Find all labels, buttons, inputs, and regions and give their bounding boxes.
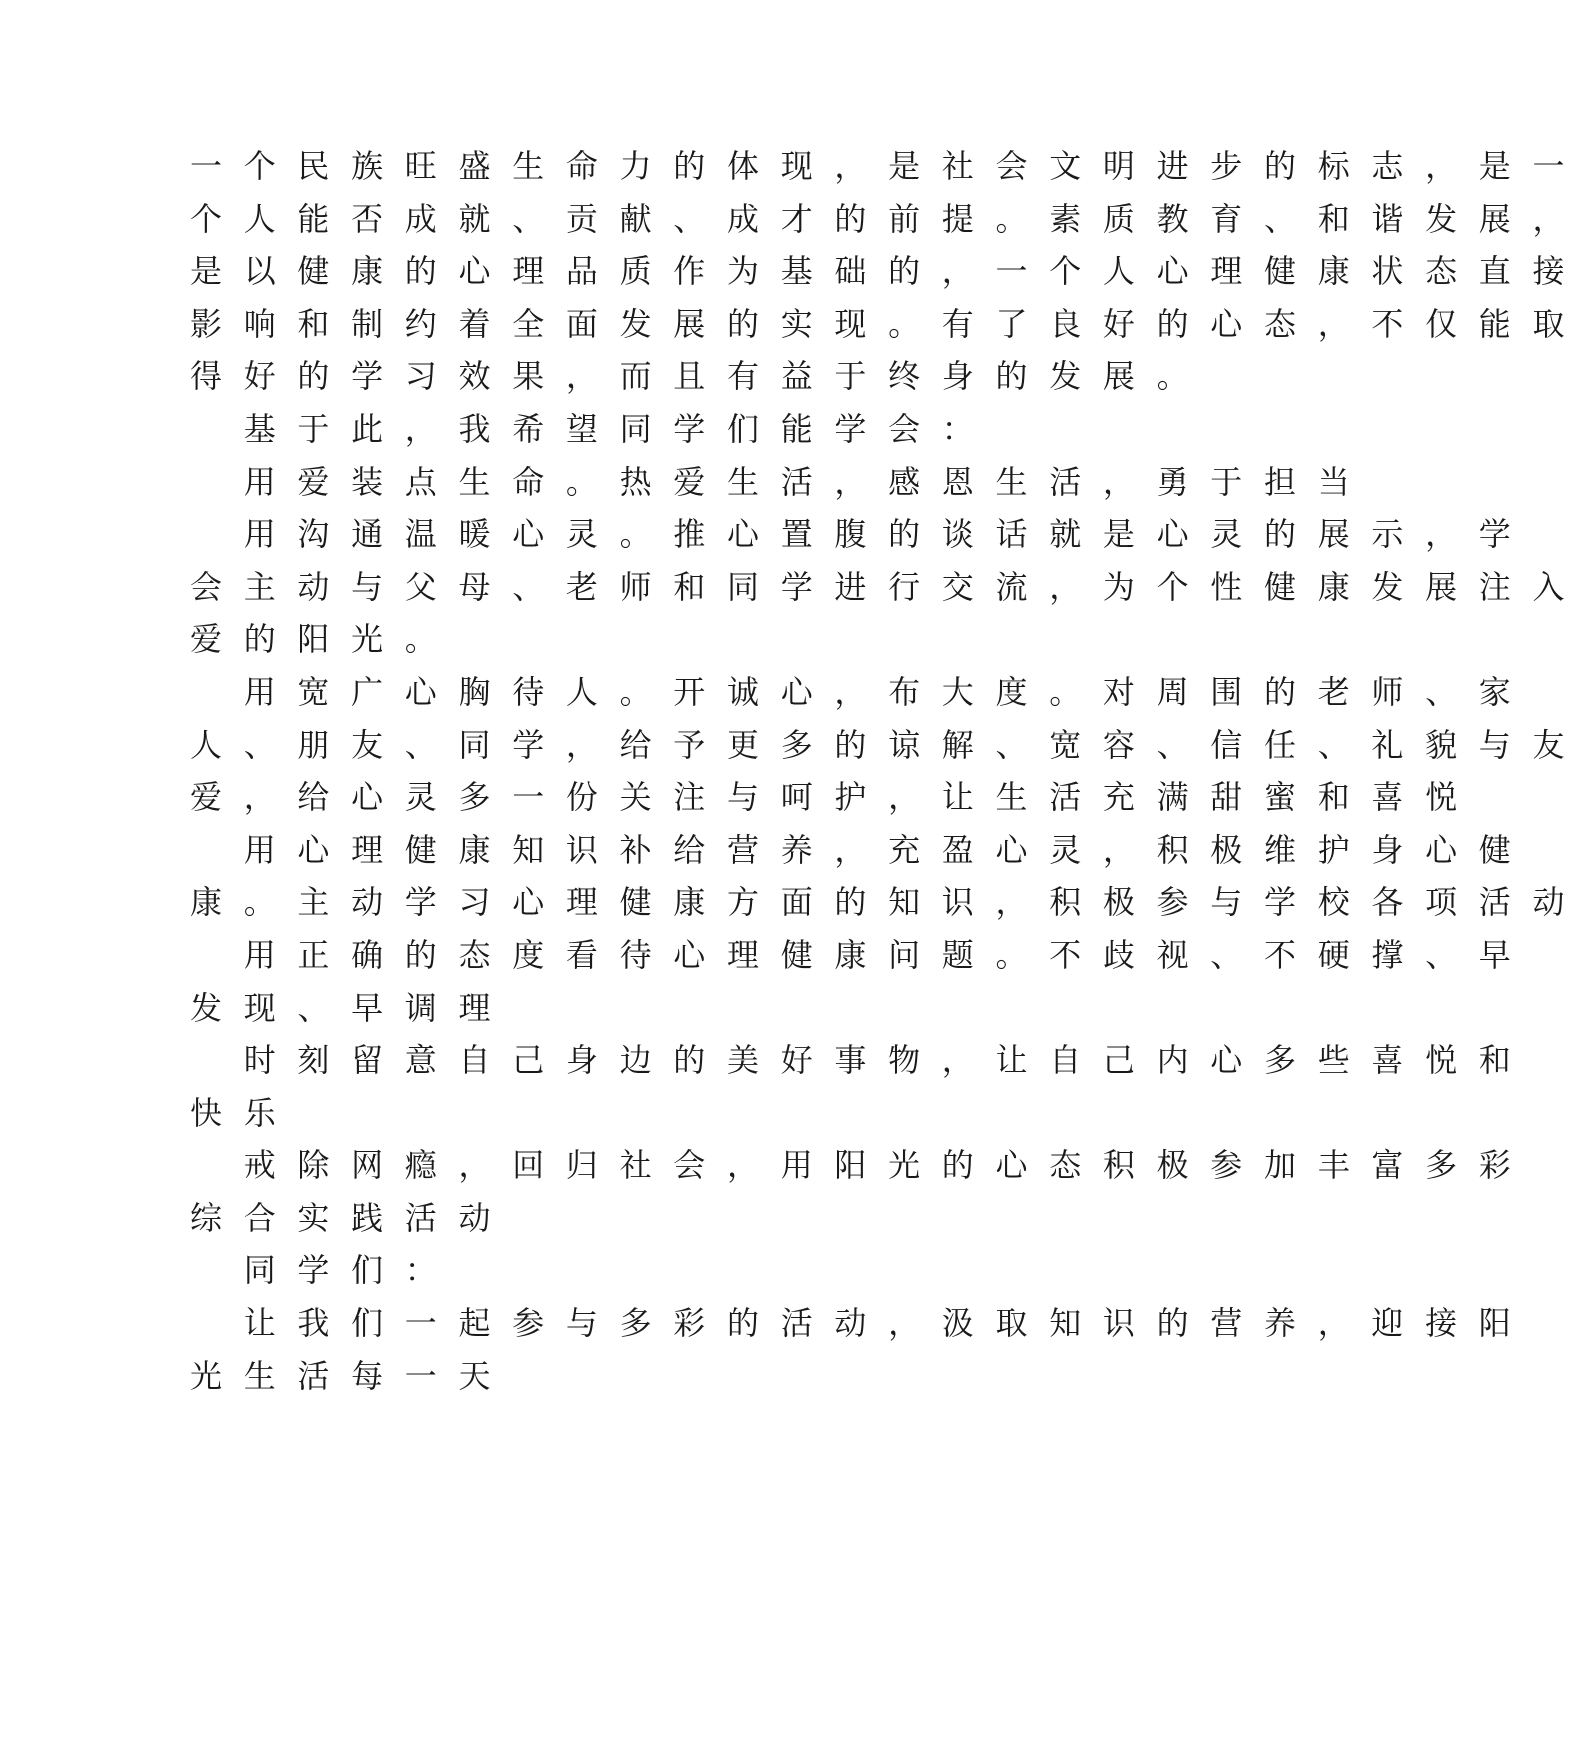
document-line: 用心理健康知识补给营养，充盈心灵，积极维护身心健 [243, 830, 1533, 869]
document-line: 用沟通温暖心灵。推心置腹的谈话就是心灵的展示，学 [243, 515, 1533, 554]
document-line: 康。主动学习心理健康方面的知识，积极参与学校各项活动 [190, 883, 1586, 922]
document-line: 爱，给心灵多一份关注与呵护，让生活充满甜蜜和喜悦 [190, 778, 1479, 817]
document-line: 会主动与父母、老师和同学进行交流，为个性健康发展注入 [190, 567, 1586, 606]
document-body-text [190, 140, 1586, 1402]
document-line: 用正确的态度看待心理健康问题。不歧视、不硬撑、早 [243, 935, 1533, 974]
document-line: 发现、早调理 [190, 988, 513, 1027]
document-line: 个人能否成就、贡献、成才的前提。素质教育、和谐发展， [190, 199, 1586, 238]
document-line: 时刻留意自己身边的美好事物，让自己内心多些喜悦和 [243, 1041, 1533, 1080]
document-line: 用宽广心胸待人。开诚心，布大度。对周围的老师、家 [243, 672, 1533, 711]
document-line: 得好的学习效果，而且有益于终身的发展。 [190, 357, 1211, 396]
document-line: 戒除网瘾，回归社会，用阳光的心态积极参加丰富多彩 [243, 1146, 1533, 1185]
document-line: 爱的阳光。 [190, 620, 459, 659]
document-line: 让我们一起参与多彩的活动，汲取知识的营养，迎接阳 [243, 1304, 1533, 1343]
document-line: 人、朋友、同学，给予更多的谅解、宽容、信任、礼貌与友 [190, 725, 1586, 764]
document-line: 光生活每一天 [190, 1356, 513, 1395]
document-line: 一个民族旺盛生命力的体现，是社会文明进步的标志，是一 [190, 147, 1586, 185]
document-line: 用爱装点生命。热爱生活，感恩生活，勇于担当 [243, 462, 1372, 501]
document-line: 综合实践活动 [190, 1198, 513, 1237]
document-line: 影响和制约着全面发展的实现。有了良好的心态，不仅能取 [190, 304, 1586, 343]
document-line: 快乐 [190, 1093, 298, 1132]
document-line: 基于此，我希望同学们能学会： [243, 409, 996, 448]
document-line: 是以健康的心理品质作为基础的，一个人心理健康状态直接 [190, 252, 1586, 291]
document-line: 同学们： [243, 1251, 459, 1290]
